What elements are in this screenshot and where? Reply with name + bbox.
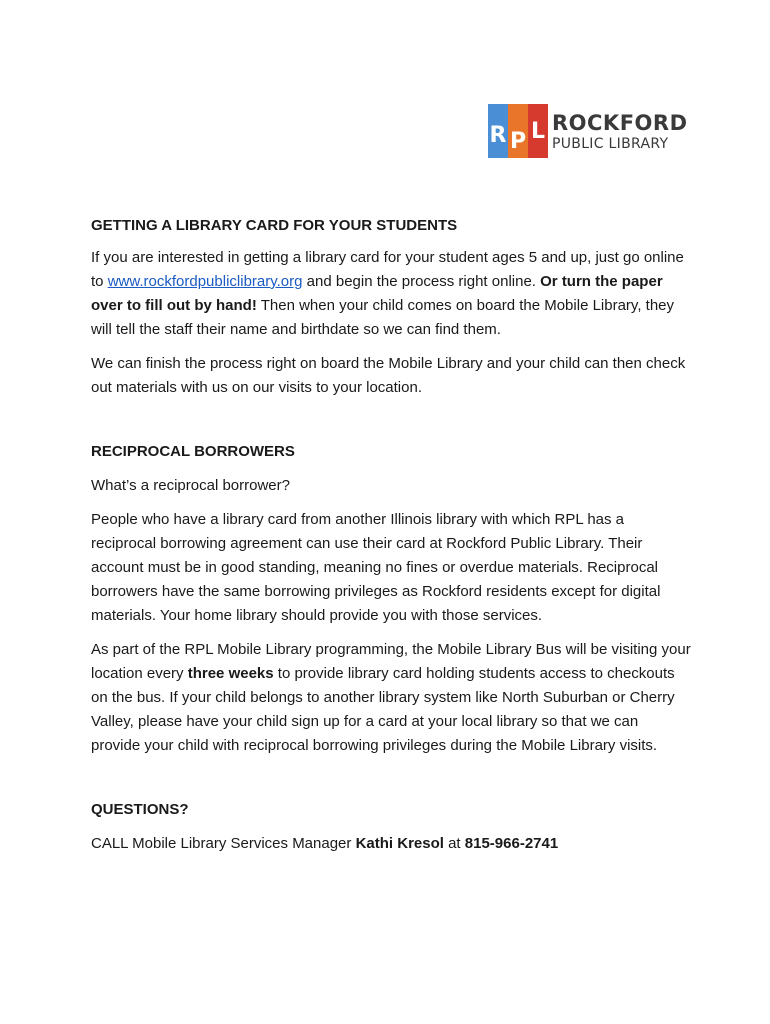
text-segment: If you are interested in getting a library card for your student ages 5 and up, just go online to [91,249,684,290]
text-segment: As part of the RPL Mobile Library programming, the Mobile Library Bus will be visiting your location every [91,641,691,682]
paragraph-library-card-intro [91,246,691,342]
contact-phone: 815-966-2741 [464,835,559,852]
paragraph-mobile-library-visits [91,638,691,758]
text-bold-three-weeks: three weeks [187,665,274,682]
text-bold-paper-option: Or turn the paper over to fill out by hand! [91,273,663,314]
text-segment: CALL Mobile Library Services Manager [91,835,356,852]
paragraph-reciprocal-question: What’s a reciprocal borrower? [91,477,290,494]
paragraph-finish-process: We can finish the process right on board the Mobile Library and your child can then check out materials with us on our visits to your location. [91,355,686,396]
logo-letter-p: P [509,129,527,154]
logo-line-rockford: ROCKFORD [552,111,688,135]
logo-wordmark [552,112,688,152]
contact-name: Kathi Kresol [355,835,444,852]
heading-library-card: GETTING A LIBRARY CARD FOR YOUR STUDENTS [91,217,458,234]
document-body [91,214,691,856]
library-website-link[interactable]: www.rockfordpubliclibrary.org [107,273,303,290]
rpl-logo [486,104,688,158]
logo-letter-l: L [530,119,546,144]
rpl-logo-mark [486,104,550,158]
text-segment: and begin the process right online. [302,273,541,290]
text-segment: to provide library card holding students access to checkouts on the bus. If your child belongs to another library system like North Suburban or Cherry Valley, please have your child sign up for a card at your local library so that we can provide your child with reciprocal borrowing privileges during the Mobile Library visits. [91,665,675,754]
logo-line-public-library: PUBLIC LIBRARY [552,136,669,152]
paragraph-reciprocal-definition: People who have a library card from another Illinois library with which RPL has a reciprocal borrowing agreement can use their card at Rockford Public Library. Their account must be in good standing, meaning no fines or overdue materials. Reciprocal borrowers have the same borrowing privileges as Rockford residents except for digital materials. Your home library should provide you with those services. [91,511,661,624]
text-segment: Then when your child comes on board the Mobile Library, they will tell the staff their name and birthdate so we can find them. [91,297,675,338]
heading-reciprocal-borrowers: RECIPROCAL BORROWERS [91,443,295,460]
paragraph-contact [91,832,691,856]
logo-letter-r: R [489,123,507,148]
heading-questions: QUESTIONS? [91,801,189,818]
text-segment: at [443,835,465,852]
